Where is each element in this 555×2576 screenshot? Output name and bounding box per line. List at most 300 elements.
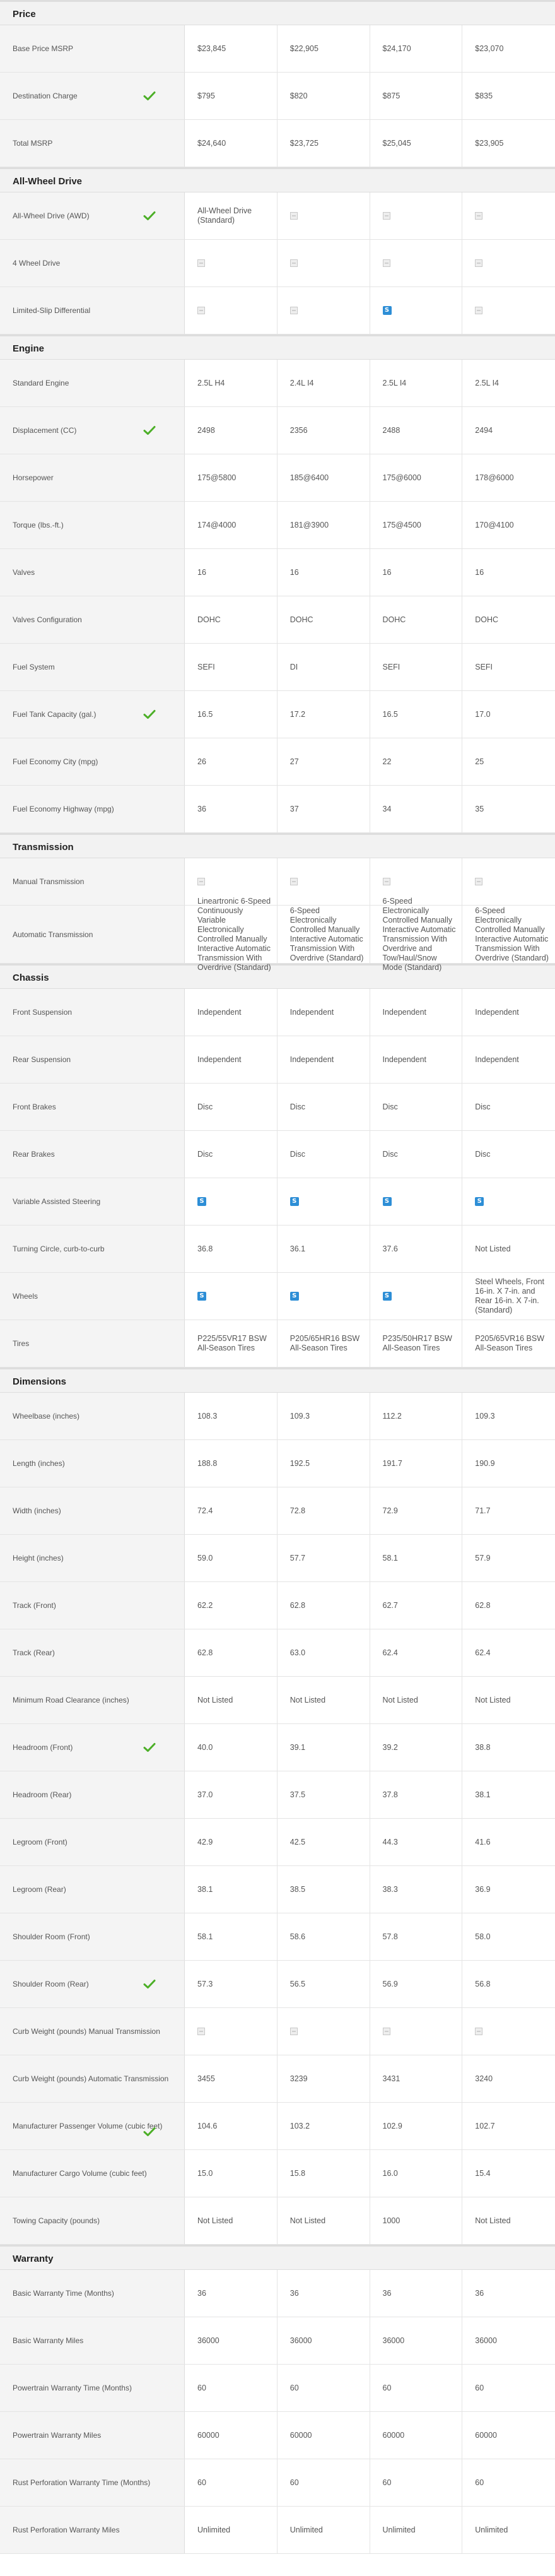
spec-label: Standard Engine <box>13 379 69 387</box>
spec-value: 6-Speed Electronically Controlled Manually Interactive Automatic Transmission With Overdrive (Standard) <box>475 906 549 962</box>
spec-value-cell <box>185 2150 278 2197</box>
spec-value-cell <box>278 989 370 1036</box>
spec-label: Fuel Economy Highway (mpg) <box>13 805 114 813</box>
spec-value: 38.5 <box>289 1884 306 1894</box>
spec-value-cell <box>185 502 278 548</box>
spec-value: 62.7 <box>382 1600 398 1610</box>
spec-value-cell <box>278 738 370 785</box>
spec-value: 40.0 <box>197 1742 213 1752</box>
spec-label: Base Price MSRP <box>13 44 74 53</box>
spec-value-cell <box>462 549 555 596</box>
spec-value: 38.8 <box>475 1742 491 1752</box>
spec-label: Rear Brakes <box>13 1150 55 1159</box>
spec-value-cell <box>462 2507 555 2553</box>
spec-value: 15.8 <box>289 2168 306 2178</box>
spec-value: 56.5 <box>289 1979 306 1988</box>
spec-value-cell <box>370 2412 463 2459</box>
spec-value-cell <box>462 596 555 643</box>
spec-value: $24,170 <box>382 44 411 53</box>
spec-value: 36000 <box>197 2336 219 2345</box>
spec-value-cell <box>185 2412 278 2459</box>
spec-label: 4 Wheel Drive <box>13 259 61 268</box>
spec-value: 34 <box>382 804 392 813</box>
spec-label: All-Wheel Drive (AWD) <box>13 211 90 220</box>
spec-value: 62.8 <box>475 1600 491 1610</box>
spec-value: 37.5 <box>289 1790 306 1799</box>
spec-value: Independent <box>197 1007 242 1017</box>
spec-value: 2356 <box>289 425 308 435</box>
unavailable-box-icon <box>290 878 298 885</box>
unavailable-box-icon <box>197 307 205 314</box>
spec-value-cell <box>278 1273 370 1320</box>
spec-value: 36 <box>382 2288 392 2298</box>
spec-value: 16.5 <box>382 709 398 719</box>
spec-value: 26 <box>197 757 206 766</box>
spec-value: 60 <box>197 2478 206 2487</box>
section-header-dimensions: Dimensions <box>0 1368 555 1393</box>
spec-value-cell <box>185 454 278 501</box>
spec-value-cell <box>185 1771 278 1818</box>
spec-label-cell <box>0 1487 185 1534</box>
spec-label: Manual Transmission <box>13 877 85 886</box>
unavailable-box-icon <box>383 878 390 885</box>
spec-value-cell <box>370 549 463 596</box>
spec-value-cell <box>278 2197 370 2244</box>
spec-label-cell <box>0 691 185 738</box>
spec-value: Lineartronic 6-Speed Continuously Variable Electronically Controlled Manually Interactive Automatic Transmission With Overdrive (Standard) <box>197 896 271 972</box>
spec-row-front-brakes <box>0 1084 555 1131</box>
spec-value: 60 <box>475 2478 484 2487</box>
standard-feature-icon: S <box>383 1292 392 1301</box>
spec-row-width-inches <box>0 1487 555 1535</box>
spec-value: 37 <box>289 804 299 813</box>
spec-value: $22,905 <box>289 44 318 53</box>
spec-value-cell <box>462 906 555 963</box>
spec-value-cell <box>278 1724 370 1771</box>
spec-value-cell <box>185 2197 278 2244</box>
spec-row-total-msrp <box>0 120 555 167</box>
spec-label-cell <box>0 989 185 1036</box>
spec-row-front-suspension <box>0 989 555 1036</box>
spec-value-cell <box>462 691 555 738</box>
spec-label-cell <box>0 786 185 832</box>
spec-value: 41.6 <box>475 1837 491 1846</box>
spec-value-cell <box>370 1178 463 1225</box>
spec-value: 38.1 <box>197 1884 213 1894</box>
spec-value: 3239 <box>289 2074 308 2083</box>
spec-label: Powertrain Warranty Miles <box>13 2431 102 2440</box>
spec-value: 25 <box>475 757 484 766</box>
spec-value-cell <box>370 120 463 167</box>
spec-value-cell <box>370 2459 463 2506</box>
spec-value-cell <box>278 2412 370 2459</box>
spec-label-cell <box>0 454 185 501</box>
spec-value-cell <box>370 2317 463 2364</box>
spec-label: Variable Assisted Steering <box>13 1197 101 1206</box>
spec-value: 16 <box>382 567 392 577</box>
spec-value: 181@3900 <box>289 520 329 529</box>
spec-value-cell <box>278 1535 370 1581</box>
spec-value: 56.8 <box>475 1979 491 1988</box>
spec-value: 37.6 <box>382 1244 398 1253</box>
spec-value: 60 <box>289 2478 299 2487</box>
spec-value-cell <box>278 2150 370 2197</box>
spec-value-cell <box>185 786 278 832</box>
spec-value-cell <box>370 1913 463 1960</box>
spec-value-cell <box>370 454 463 501</box>
spec-value-cell <box>370 1961 463 2007</box>
spec-label-cell <box>0 1131 185 1178</box>
spec-row-valves-configuration <box>0 596 555 644</box>
spec-value-cell <box>185 738 278 785</box>
spec-row-length-inches <box>0 1440 555 1487</box>
spec-label-cell <box>0 73 185 119</box>
spec-value-cell <box>370 1582 463 1629</box>
spec-label-cell <box>0 596 185 643</box>
spec-value-cell <box>185 1866 278 1913</box>
spec-value-cell <box>278 1178 370 1225</box>
spec-row-fuel-economy-city-mpg <box>0 738 555 786</box>
spec-value-cell <box>185 2507 278 2553</box>
spec-label: Tires <box>13 1339 30 1348</box>
spec-value: 3455 <box>197 2074 215 2083</box>
spec-value: Independent <box>382 1055 427 1064</box>
spec-value-cell <box>462 1771 555 1818</box>
spec-value: 62.8 <box>197 1648 213 1657</box>
spec-value-cell <box>278 1629 370 1676</box>
spec-value: $23,845 <box>197 44 226 53</box>
spec-value-cell <box>278 691 370 738</box>
spec-value: 57.3 <box>197 1979 213 1988</box>
spec-label: Wheels <box>13 1292 38 1301</box>
spec-value-cell <box>370 1677 463 1723</box>
spec-value-cell <box>370 896 463 972</box>
spec-label-cell <box>0 906 185 963</box>
spec-row-curb-weight-pounds-automatic-transmission <box>0 2055 555 2103</box>
spec-value-cell <box>185 1036 278 1083</box>
spec-label: Rear Suspension <box>13 1055 71 1064</box>
spec-row-variable-assisted-steering <box>0 1178 555 1226</box>
spec-value-cell <box>185 1178 278 1225</box>
spec-value: 1000 <box>382 2216 400 2225</box>
spec-value: Disc <box>289 1149 306 1159</box>
spec-row-base-price-msrp <box>0 25 555 73</box>
spec-value: $23,905 <box>475 138 504 148</box>
spec-value-cell <box>185 1913 278 1960</box>
spec-value-cell <box>185 1582 278 1629</box>
spec-row-fuel-tank-capacity-gal <box>0 691 555 738</box>
spec-label: Shoulder Room (Rear) <box>13 1980 89 1988</box>
spec-value-cell <box>370 1036 463 1083</box>
spec-value-cell <box>462 1819 555 1865</box>
spec-value: 175@5800 <box>197 473 237 482</box>
spec-label: Fuel System <box>13 663 55 671</box>
spec-value-cell <box>462 1084 555 1130</box>
spec-value: Disc <box>475 1102 491 1111</box>
spec-value-cell <box>462 2055 555 2102</box>
spec-label: Shoulder Room (Front) <box>13 1932 90 1941</box>
spec-value: Unlimited <box>197 2525 231 2534</box>
spec-label-cell <box>0 2317 185 2364</box>
spec-value-cell <box>462 786 555 832</box>
spec-label: Curb Weight (pounds) Manual Transmission <box>13 2027 160 2036</box>
spec-label-cell <box>0 1724 185 1771</box>
spec-value-cell <box>185 596 278 643</box>
spec-value: 36000 <box>475 2336 498 2345</box>
spec-value-cell <box>462 644 555 690</box>
spec-row-rear-suspension <box>0 1036 555 1084</box>
spec-value-cell <box>462 858 555 905</box>
spec-value: 112.2 <box>382 1411 402 1421</box>
spec-value: 109.3 <box>475 1411 495 1421</box>
spec-row-manufacturer-passenger-volume-cubic-feet <box>0 2103 555 2150</box>
spec-value: 2.4L I4 <box>289 378 314 387</box>
spec-value-cell <box>278 596 370 643</box>
spec-value-cell <box>278 1913 370 1960</box>
spec-label: Displacement (CC) <box>13 426 77 435</box>
spec-label-cell <box>0 1535 185 1581</box>
spec-value-cell <box>462 738 555 785</box>
spec-label-cell <box>0 1866 185 1913</box>
spec-value-cell <box>278 1487 370 1534</box>
spec-row-headroom-rear <box>0 1771 555 1819</box>
spec-row-tires <box>0 1320 555 1368</box>
spec-value: 15.0 <box>197 2168 213 2178</box>
spec-value-cell <box>278 2459 370 2506</box>
spec-value-cell <box>370 1084 463 1130</box>
spec-value-cell <box>185 360 278 406</box>
spec-value: Disc <box>382 1102 398 1111</box>
spec-value: Unlimited <box>382 2525 416 2534</box>
spec-value-cell <box>278 25 370 72</box>
spec-row-destination-charge <box>0 73 555 120</box>
spec-label-cell <box>0 120 185 167</box>
spec-row-track-rear <box>0 1629 555 1677</box>
spec-label-cell <box>0 2008 185 2055</box>
spec-value: 27 <box>289 757 299 766</box>
spec-value: SEFI <box>382 662 400 671</box>
spec-value: 2.5L I4 <box>475 378 500 387</box>
spec-value: Independent <box>382 1007 427 1017</box>
spec-label-cell <box>0 644 185 690</box>
spec-value-cell <box>462 2197 555 2244</box>
spec-row-basic-warranty-miles <box>0 2317 555 2365</box>
spec-value-cell <box>278 360 370 406</box>
unavailable-box-icon <box>475 212 482 220</box>
spec-label: Limited-Slip Differential <box>13 306 91 315</box>
spec-value: 190.9 <box>475 1458 495 1468</box>
spec-value-cell <box>370 2103 463 2149</box>
section-header-price: Price <box>0 0 555 25</box>
spec-value: Independent <box>289 1007 334 1017</box>
spec-value: 16.0 <box>382 2168 398 2178</box>
spec-value-cell <box>462 1582 555 1629</box>
spec-label: Headroom (Rear) <box>13 1790 72 1799</box>
spec-label: Rust Perforation Warranty Time (Months) <box>13 2478 151 2487</box>
spec-value-cell <box>278 1131 370 1178</box>
spec-label: Basic Warranty Miles <box>13 2336 84 2345</box>
spec-value-cell <box>370 192 463 239</box>
spec-value: 39.2 <box>382 1742 398 1752</box>
spec-value: $24,640 <box>197 138 226 148</box>
spec-value: 36.9 <box>475 1884 491 1894</box>
spec-value-cell <box>370 1771 463 1818</box>
spec-label: Manufacturer Passenger Volume (cubic feet) <box>13 2122 163 2130</box>
spec-row-powertrain-warranty-time-months <box>0 2365 555 2412</box>
spec-value: P235/50HR17 BSW All-Season Tires <box>382 1334 452 1352</box>
spec-label-cell <box>0 1771 185 1818</box>
spec-label-cell <box>0 1677 185 1723</box>
spec-value-cell <box>462 2103 555 2149</box>
spec-value-cell <box>370 1440 463 1487</box>
spec-value-cell <box>462 1724 555 1771</box>
spec-value-cell <box>462 2008 555 2055</box>
spec-value-cell <box>462 25 555 72</box>
spec-value-cell <box>278 786 370 832</box>
spec-label: Front Suspension <box>13 1008 73 1017</box>
spec-value: 63.0 <box>289 1648 306 1657</box>
spec-value: Independent <box>475 1055 519 1064</box>
spec-value-cell <box>185 1320 278 1367</box>
spec-value: Unlimited <box>475 2525 508 2534</box>
spec-label: Fuel Economy City (mpg) <box>13 757 98 766</box>
spec-value-cell <box>462 2150 555 2197</box>
spec-label-cell <box>0 287 185 334</box>
spec-label: Destination Charge <box>13 92 78 100</box>
spec-value: Not Listed <box>475 1695 511 1705</box>
spec-value-cell <box>185 691 278 738</box>
spec-value-cell <box>370 596 463 643</box>
spec-value-cell <box>278 1677 370 1723</box>
spec-value: 36000 <box>382 2336 405 2345</box>
spec-value-cell <box>185 25 278 72</box>
spec-label: Basic Warranty Time (Months) <box>13 2289 114 2298</box>
checkmark-icon <box>143 2127 156 2137</box>
spec-value: 60000 <box>289 2430 312 2440</box>
spec-label-cell <box>0 1036 185 1083</box>
spec-value-cell <box>278 240 370 287</box>
unavailable-box-icon <box>475 259 482 267</box>
spec-label-cell <box>0 407 185 454</box>
spec-label-cell <box>0 2197 185 2244</box>
spec-value: 17.2 <box>289 709 306 719</box>
spec-label-cell <box>0 2412 185 2459</box>
spec-value-cell <box>185 1131 278 1178</box>
unavailable-box-icon <box>197 259 205 267</box>
spec-label-cell <box>0 1393 185 1439</box>
spec-value: $25,045 <box>382 138 411 148</box>
spec-value-cell <box>278 549 370 596</box>
spec-label: Powertrain Warranty Time (Months) <box>13 2384 132 2392</box>
spec-label: Legroom (Front) <box>13 1838 67 1846</box>
spec-label: Wheelbase (inches) <box>13 1412 80 1421</box>
spec-row-standard-engine <box>0 360 555 407</box>
spec-label-cell <box>0 2270 185 2317</box>
spec-value: 22 <box>382 757 392 766</box>
spec-value: 2.5L I4 <box>382 378 407 387</box>
spec-value: Steel Wheels, Front 16-in. X 7-in. and Rear 16-in. X 7-in. (Standard) <box>475 1277 545 1315</box>
unavailable-box-icon <box>383 259 390 267</box>
spec-row-track-front <box>0 1582 555 1629</box>
spec-value-cell <box>462 1320 555 1367</box>
standard-feature-icon: S <box>290 1197 299 1206</box>
spec-row-basic-warranty-time-months <box>0 2270 555 2317</box>
spec-value: 56.9 <box>382 1979 398 1988</box>
standard-feature-icon: S <box>383 1197 392 1206</box>
spec-label-cell <box>0 2365 185 2411</box>
spec-value-cell <box>370 2365 463 2411</box>
spec-value: Disc <box>289 1102 306 1111</box>
spec-value: 57.9 <box>475 1553 491 1563</box>
standard-feature-icon: S <box>290 1292 299 1301</box>
spec-value-cell <box>185 1084 278 1130</box>
spec-value: 175@6000 <box>382 473 421 482</box>
spec-value-cell <box>462 1131 555 1178</box>
spec-value-cell <box>185 1487 278 1534</box>
spec-value: Independent <box>289 1055 334 1064</box>
spec-row-torque-lbs-ft <box>0 502 555 549</box>
spec-value-cell <box>185 1677 278 1723</box>
spec-value: 60000 <box>197 2430 219 2440</box>
spec-value-cell <box>185 1535 278 1581</box>
spec-label-cell <box>0 25 185 72</box>
spec-value-cell <box>278 1771 370 1818</box>
spec-row-height-inches <box>0 1535 555 1582</box>
spec-value-cell <box>462 1440 555 1487</box>
spec-label-cell <box>0 1913 185 1960</box>
spec-row-automatic-transmission <box>0 896 555 972</box>
spec-value-cell <box>462 1961 555 2007</box>
standard-feature-icon: S <box>197 1197 206 1206</box>
unavailable-box-icon <box>290 2028 298 2035</box>
spec-value: 38.1 <box>475 1790 491 1799</box>
spec-value: 17.0 <box>475 709 491 719</box>
spec-value-cell <box>462 407 555 454</box>
spec-value-cell <box>185 1629 278 1676</box>
spec-value: 102.7 <box>475 2121 495 2130</box>
spec-value-cell <box>185 2459 278 2506</box>
spec-value: 36 <box>475 2288 484 2298</box>
spec-value: 175@4500 <box>382 520 421 529</box>
spec-row-powertrain-warranty-miles <box>0 2412 555 2459</box>
spec-value-cell <box>278 73 370 119</box>
spec-value: DOHC <box>197 615 221 624</box>
spec-value: 174@4000 <box>197 520 237 529</box>
spec-value-cell <box>278 858 370 905</box>
spec-value-cell <box>370 407 463 454</box>
spec-label-cell <box>0 1273 185 1320</box>
spec-label-cell <box>0 2507 185 2553</box>
spec-label: Total MSRP <box>13 139 53 148</box>
spec-value-cell <box>370 786 463 832</box>
spec-label-cell <box>0 1819 185 1865</box>
checkmark-icon <box>143 1979 156 1989</box>
spec-value-cell <box>370 1131 463 1178</box>
spec-value-cell <box>278 192 370 239</box>
spec-value-cell <box>278 1036 370 1083</box>
spec-label-cell <box>0 549 185 596</box>
spec-value: 36000 <box>289 2336 312 2345</box>
spec-value: P225/55VR17 BSW All-Season Tires <box>197 1334 267 1352</box>
spec-value: 62.4 <box>382 1648 398 1657</box>
spec-value-cell <box>370 1724 463 1771</box>
spec-value-cell <box>462 989 555 1036</box>
spec-value-cell <box>185 1273 278 1320</box>
spec-value: 2488 <box>382 425 400 435</box>
spec-value: Not Listed <box>197 1695 233 1705</box>
unavailable-box-icon <box>290 259 298 267</box>
unavailable-box-icon <box>383 212 390 220</box>
